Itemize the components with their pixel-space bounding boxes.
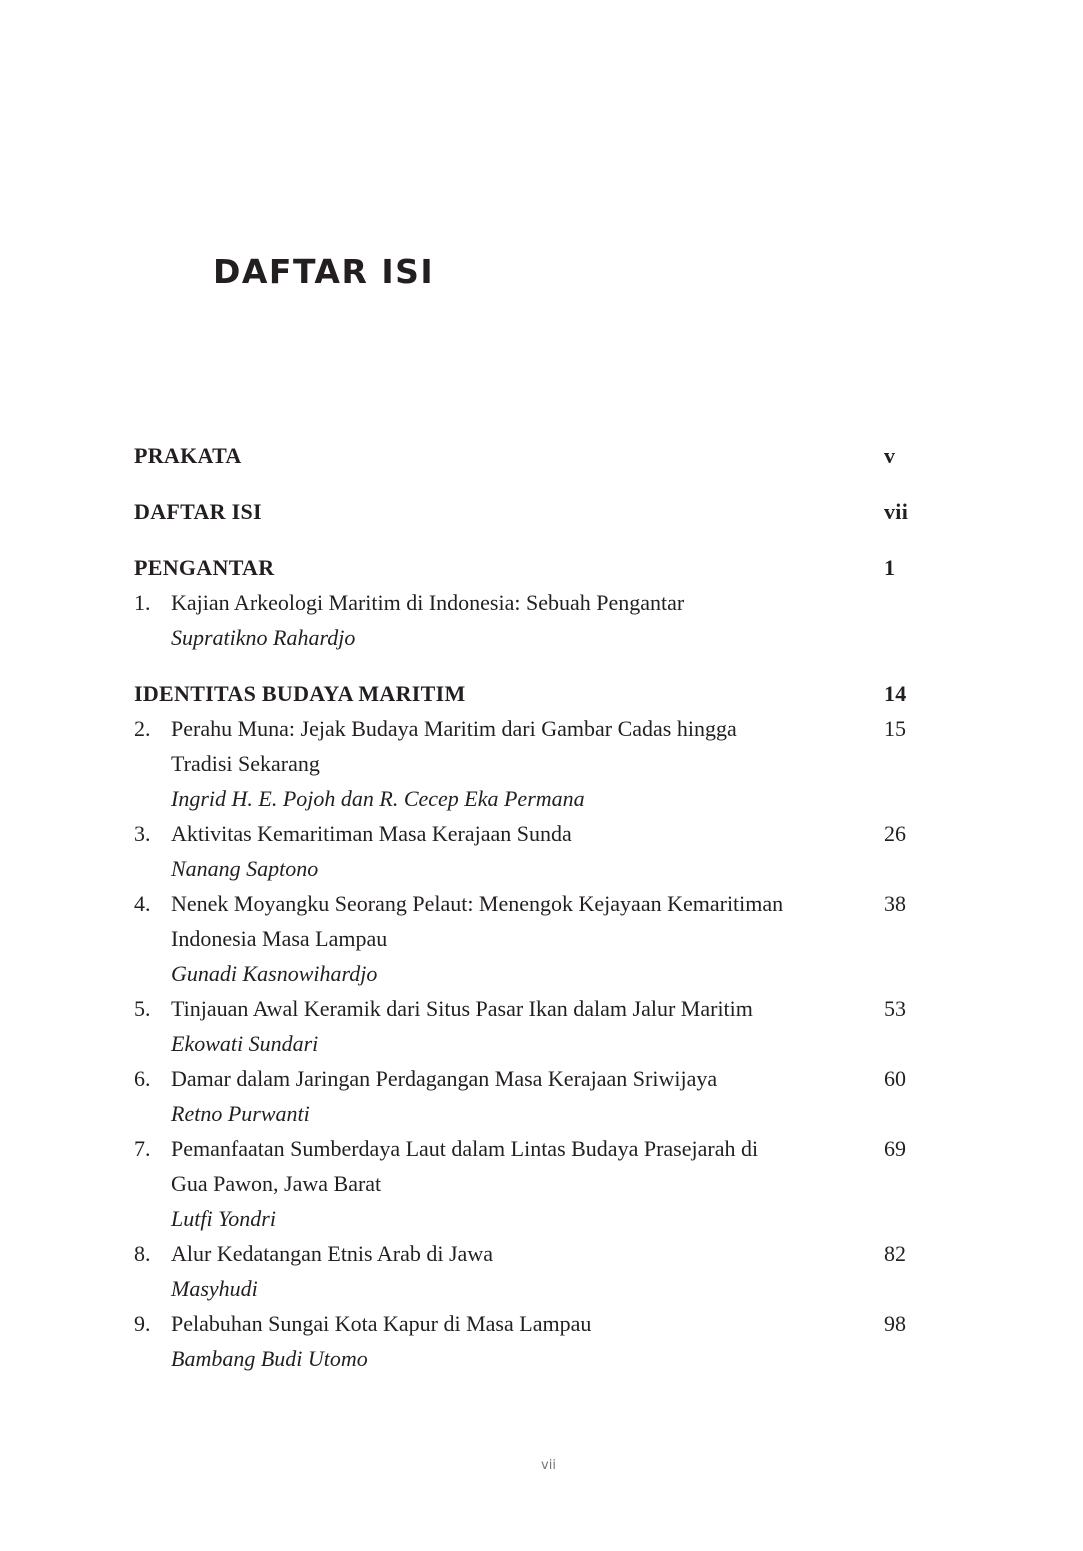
entry-author: Gunadi Kasnowihardjo (171, 961, 378, 986)
section-label: PENGANTAR (134, 555, 275, 580)
toc-section-prakata (134, 438, 914, 473)
toc-entry[interactable] (134, 886, 914, 991)
entry-page-number: 15 (884, 716, 906, 741)
entry-body (171, 1061, 884, 1131)
entry-title-continued: Gua Pawon, Jawa Barat (171, 1171, 382, 1196)
entry-title: Alur Kedatangan Etnis Arab di Jawa (171, 1241, 493, 1266)
table-of-contents (134, 438, 914, 1397)
entry-author: Lutfi Yondri (171, 1206, 276, 1231)
toc-entry[interactable] (134, 1236, 914, 1306)
entry-number: 5. (134, 996, 151, 1021)
entry-number: 3. (134, 821, 151, 846)
entry-body (171, 585, 884, 655)
entry-author: Nanang Saptono (171, 856, 319, 881)
entry-number: 2. (134, 716, 151, 741)
section-page-number: v (884, 443, 896, 468)
entry-author: Retno Purwanti (171, 1101, 310, 1126)
entry-title: Kajian Arkeologi Maritim di Indonesia: Sebuah Pengantar (171, 590, 685, 615)
section-page-number: vii (884, 499, 909, 524)
section-label: PRAKATA (134, 443, 242, 468)
entry-author: Masyhudi (171, 1276, 258, 1301)
entry-page-number: 98 (884, 1311, 906, 1336)
section-header[interactable] (134, 494, 914, 529)
toc-section-daftar-isi (134, 494, 914, 529)
entry-page-number: 82 (884, 1241, 906, 1266)
entry-body (171, 991, 884, 1061)
page-number-footer: vii (541, 1458, 556, 1473)
toc-entry[interactable] (134, 585, 914, 655)
toc-entry[interactable] (134, 1306, 914, 1376)
entry-page-number: 38 (884, 891, 906, 916)
toc-section-identitas-budaya-maritim (134, 676, 914, 1376)
entry-body (171, 1306, 884, 1376)
entry-number: 9. (134, 1311, 151, 1336)
section-header[interactable] (134, 550, 914, 585)
toc-entry[interactable] (134, 711, 914, 816)
entry-title: Nenek Moyangku Seorang Pelaut: Menengok Kejayaan Kemaritiman (171, 891, 784, 916)
entry-body (171, 816, 884, 886)
entry-title-continued: Indonesia Masa Lampau (171, 926, 388, 951)
entry-author: Ingrid H. E. Pojoh dan R. Cecep Eka Permana (171, 786, 585, 811)
entry-number: 1. (134, 590, 151, 615)
toc-entry[interactable] (134, 816, 914, 886)
entry-page-number: 53 (884, 996, 906, 1021)
entry-body (171, 711, 884, 816)
section-header[interactable] (134, 438, 914, 473)
section-header[interactable] (134, 676, 914, 711)
entry-author: Bambang Budi Utomo (171, 1346, 368, 1371)
toc-entry[interactable] (134, 1061, 914, 1131)
entry-title: Perahu Muna: Jejak Budaya Maritim dari Gambar Cadas hingga (171, 716, 737, 741)
entry-author: Supratikno Rahardjo (171, 625, 356, 650)
section-page-number: 14 (884, 681, 907, 706)
entry-title: Damar dalam Jaringan Perdagangan Masa Kerajaan Sriwijaya (171, 1066, 718, 1091)
toc-entry[interactable] (134, 1131, 914, 1236)
entry-author: Ekowati Sundari (171, 1031, 319, 1056)
entry-title: Pemanfaatan Sumberdaya Laut dalam Lintas Budaya Prasejarah di (171, 1136, 759, 1161)
entry-title: Pelabuhan Sungai Kota Kapur di Masa Lampau (171, 1311, 592, 1336)
toc-section-pengantar (134, 550, 914, 655)
section-label: IDENTITAS BUDAYA MARITIM (134, 681, 466, 706)
entry-number: 8. (134, 1241, 151, 1266)
section-label: DAFTAR ISI (134, 499, 262, 524)
entry-body (171, 886, 884, 991)
entry-title: Tinjauan Awal Keramik dari Situs Pasar Ikan dalam Jalur Maritim (171, 996, 753, 1021)
toc-entry[interactable] (134, 991, 914, 1061)
entry-number: 7. (134, 1136, 151, 1161)
entry-title-continued: Tradisi Sekarang (171, 751, 320, 776)
entry-body (171, 1236, 884, 1306)
entry-title: Aktivitas Kemaritiman Masa Kerajaan Sunda (171, 821, 572, 846)
entry-number: 4. (134, 891, 151, 916)
page-title: DAFTAR ISI (213, 252, 435, 291)
entry-body (171, 1131, 884, 1236)
entry-page-number: 69 (884, 1136, 906, 1161)
section-page-number: 1 (884, 555, 896, 580)
entry-page-number: 26 (884, 821, 906, 846)
entry-number: 6. (134, 1066, 151, 1091)
entry-page-number: 60 (884, 1066, 906, 1091)
